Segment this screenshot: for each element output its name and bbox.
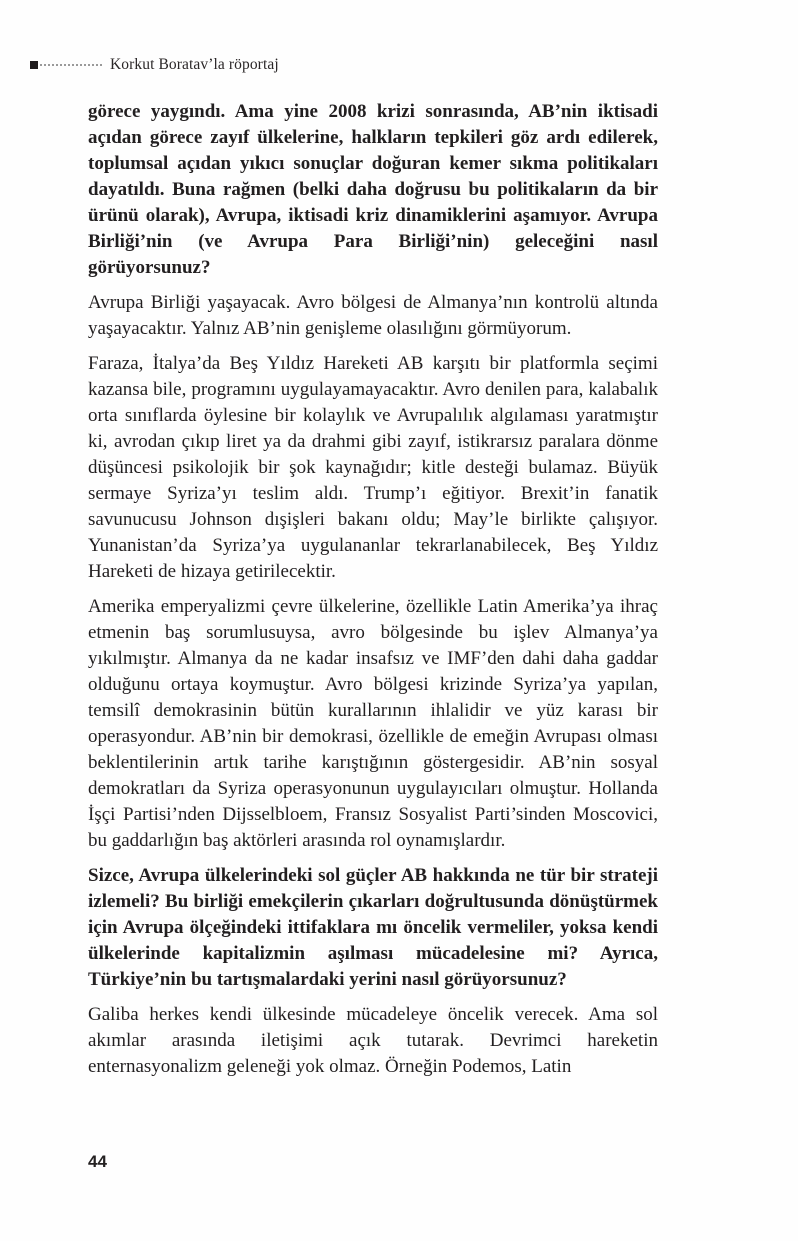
- paragraph-answer: Amerika emperyalizmi çevre ülkelerine, özellikle Latin Amerika’ya ihraç etmenin baş sorumlusuysa, avro bölgesinde bu işlev Almanya’ya yıkılmıştır. Almanya da ne kadar insafsız ve IMF’den dahi daha gaddar olduğunu ortaya koymuştur. Avro bölgesi krizinde Syriza’ya yapılan, temsilî demokrasinin bütün kurallarının ihlalidir ve yüz karası bir operasyondur. AB’nin bir demokrasi, özellikle de emeğin Avrupası olması beklentilerinin artık tarihe karıştığının göstergesidir. AB’nin sosyal demokratları da Syriza operasyonunun uygulayıcıları olmuştur. Hollanda İşçi Partisi’nden Dijsselbloem, Fransız Sosyalist Parti’sinden Moscovici, bu gaddarlığın baş aktörleri arasında rol oynamışlardır.: [88, 596, 658, 851]
- page-number: 44: [88, 1152, 107, 1171]
- paragraph-answer: Galiba herkes kendi ülkesinde mücadeleye öncelik verecek. Ama sol akımlar arasında iletişimi açık tutarak. Devrimci hareketin enternasyonalizm geleneği yok olmaz. Örneğin Podemos, Latin: [88, 1004, 658, 1077]
- dotted-leader-line: [40, 64, 102, 66]
- paragraph-answer: Avrupa Birliği yaşayacak. Avro bölgesi de Almanya’nın kontrolü altında yaşayacaktır. Yalnız AB’nin genişleme olasılığını görmüyorum.: [88, 292, 658, 339]
- paragraph-question: Sizce, Avrupa ülkelerindeki sol güçler AB hakkında ne tür bir strateji izlemeli? Bu birliği emekçilerin çıkarları doğrultusunda dönüştürmek için Avrupa ölçeğindeki ittifaklara mı öncelik vermeliler, yoksa kendi ülkelerinde kapitalizmin aşılması mücadelesine mi? Ayrıca, Türkiye’nin bu tartışmalardaki yerini nasıl görüyorsunuz?: [88, 865, 658, 990]
- running-header-title: Korkut Boratav’la röportaj: [110, 56, 279, 73]
- square-bullet-icon: [30, 61, 38, 69]
- paragraph-answer: Faraza, İtalya’da Beş Yıldız Hareketi AB karşıtı bir platformla seçimi kazansa bile, programını uygulayamayacaktır. Avro denilen para, kalabalık orta sınıflarda öylesine bir kolaylık ve Avrupalılık algılaması yaratmıştır ki, avrodan çıkıp liret ya da drahmi gibi zayıf, istikrarsız paralara dönme düşüncesi psikolojik bir şok kaynağıdır; kitle desteği bulamaz. Büyük sermaye Syriza’yı teslim aldı. Trump’ı eğitiyor. Brexit’in fanatik savunucusu Johnson dışişleri bakanı oldu; May’le birlikte çalışıyor. Yunanistan’da Syriza’ya uygulananlar tekrarlanabilecek, Beş Yıldız Hareketi de hizaya getirilecektir.: [88, 353, 658, 582]
- paragraph-question: görece yaygındı. Ama yine 2008 krizi sonrasında, AB’nin iktisadi açıdan görece zayıf ülkelerine, halkların tepkileri göz ardı edilerek, toplumsal açıdan yıkıcı sonuçlar doğuran kemer sıkma politikaları dayatıldı. Buna rağmen (belki daha doğrusu bu politikaların da bir ürünü olarak), Avrupa, iktisadi kriz dinamiklerini aşamıyor. Avrupa Birliği’nin (ve Avrupa Para Birliği’nin) geleceğini nasıl görüyorsunuz?: [88, 101, 658, 278]
- page-content: [88, 99, 658, 1089]
- running-header: [30, 55, 658, 75]
